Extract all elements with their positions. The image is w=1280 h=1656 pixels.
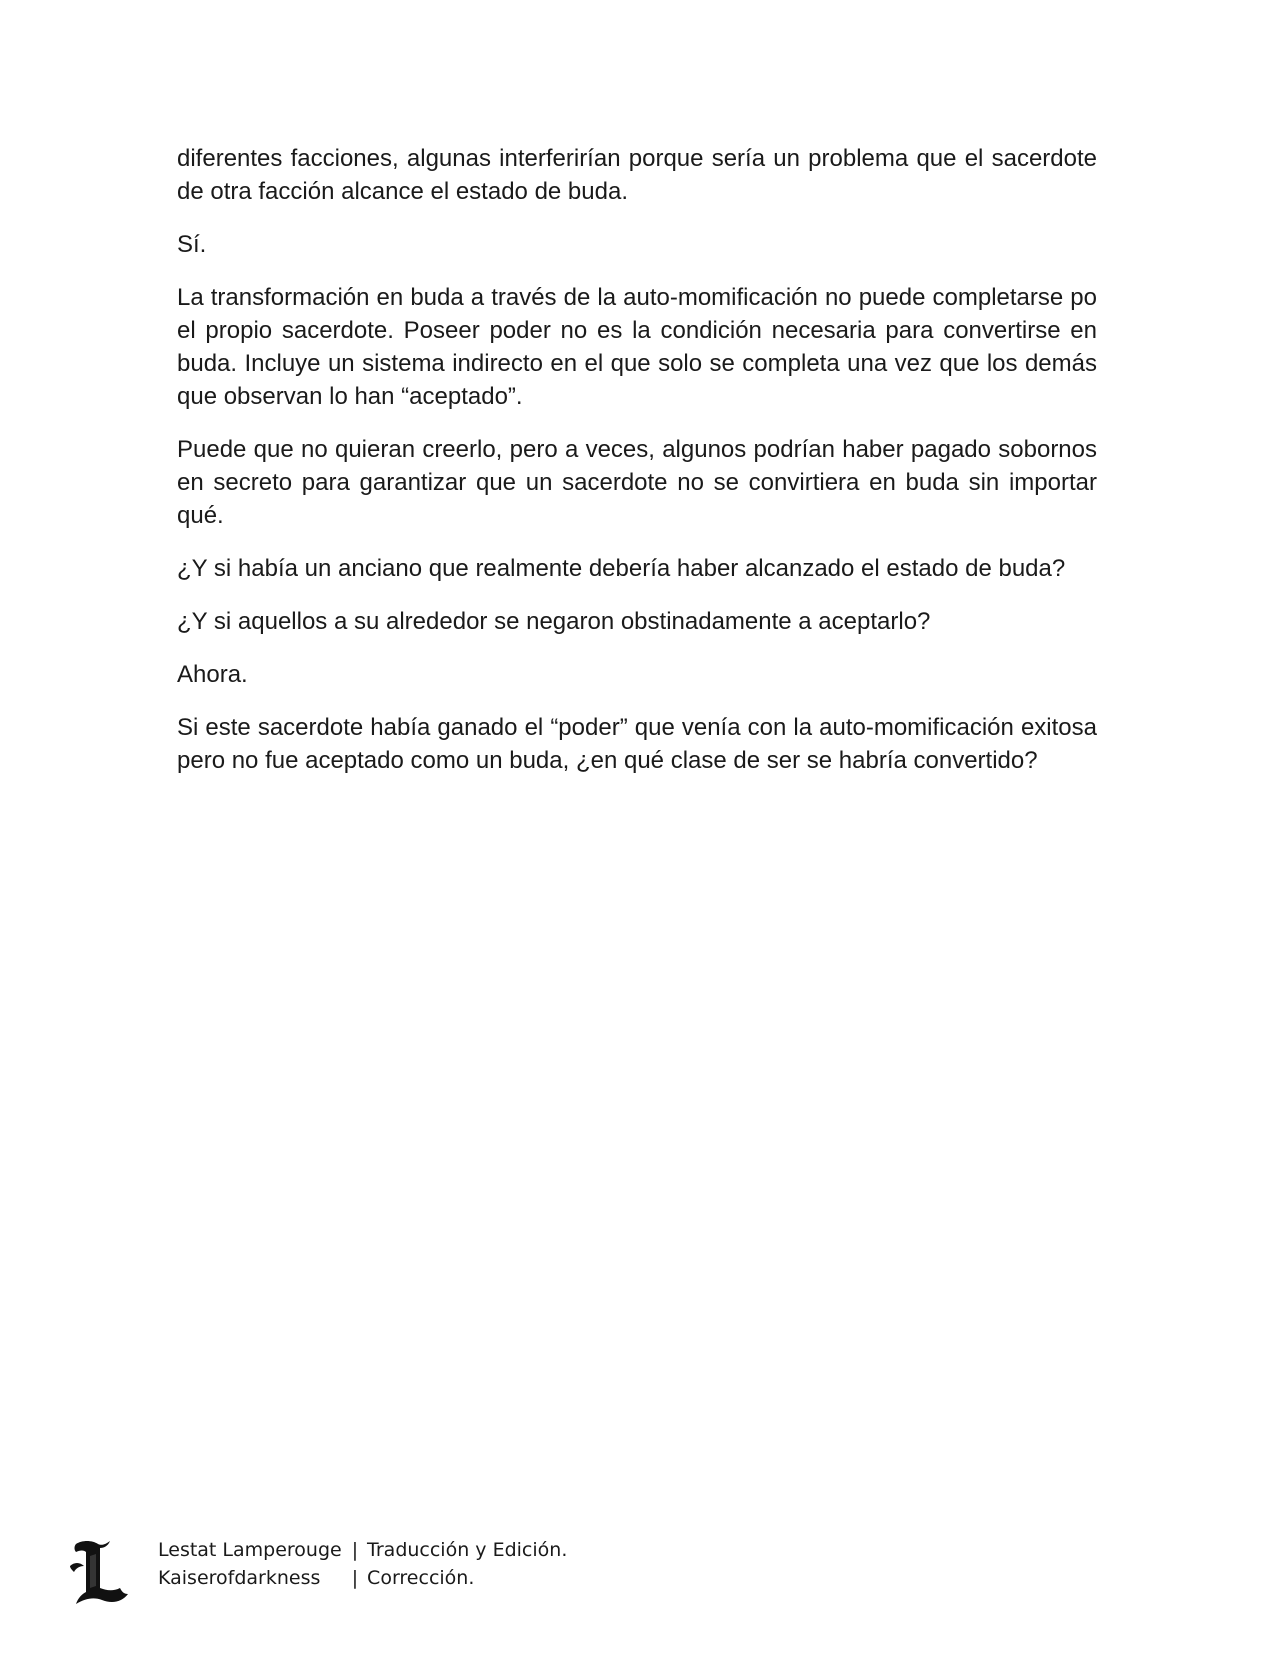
body-text: [177, 142, 1097, 797]
paragraph: diferentes facciones, algunas interferirían porque sería un problema que el sacerdote de otra facción alcance el estado de buda.: [177, 145, 1097, 205]
credit-row: [158, 1564, 567, 1592]
credit-role: Traducción y Edición.: [367, 1539, 568, 1561]
page-footer: [62, 1536, 762, 1616]
paragraph: Sí.: [177, 231, 207, 258]
credit-role: Corrección.: [367, 1567, 475, 1589]
paragraph: Si este sacerdote había ganado el “poder” que venía con la auto-momificación exitosa pero no fue aceptado como un buda, ¿en qué clase de ser se habría convertido?: [177, 714, 1097, 774]
credit-row: [158, 1536, 567, 1564]
gothic-l-logo-icon: [62, 1536, 134, 1608]
credit-name: Lestat Lamperouge: [158, 1539, 342, 1561]
paragraph: Ahora.: [177, 661, 248, 688]
credit-separator: |: [351, 1539, 359, 1561]
footer-credits: [158, 1536, 567, 1592]
paragraph: ¿Y si aquellos a su alrededor se negaron obstinadamente a aceptarlo?: [177, 608, 931, 635]
credit-separator: |: [351, 1567, 359, 1589]
paragraph: La transformación en buda a través de la auto-momificación no puede completarse po el propio sacerdote. Poseer poder no es la condición necesaria para convertirse en buda. Incluye un sistema indirecto en el que solo se completa una vez que los demás que observan lo han “aceptado”.: [177, 284, 1097, 410]
paragraph: Puede que no quieran creerlo, pero a veces, algunos podrían haber pagado sobornos en secreto para garantizar que un sacerdote no se convirtiera en buda sin importar qué.: [177, 436, 1097, 529]
paragraph: ¿Y si había un anciano que realmente debería haber alcanzado el estado de buda?: [177, 555, 1066, 582]
credit-name: Kaiserofdarkness: [158, 1567, 321, 1589]
